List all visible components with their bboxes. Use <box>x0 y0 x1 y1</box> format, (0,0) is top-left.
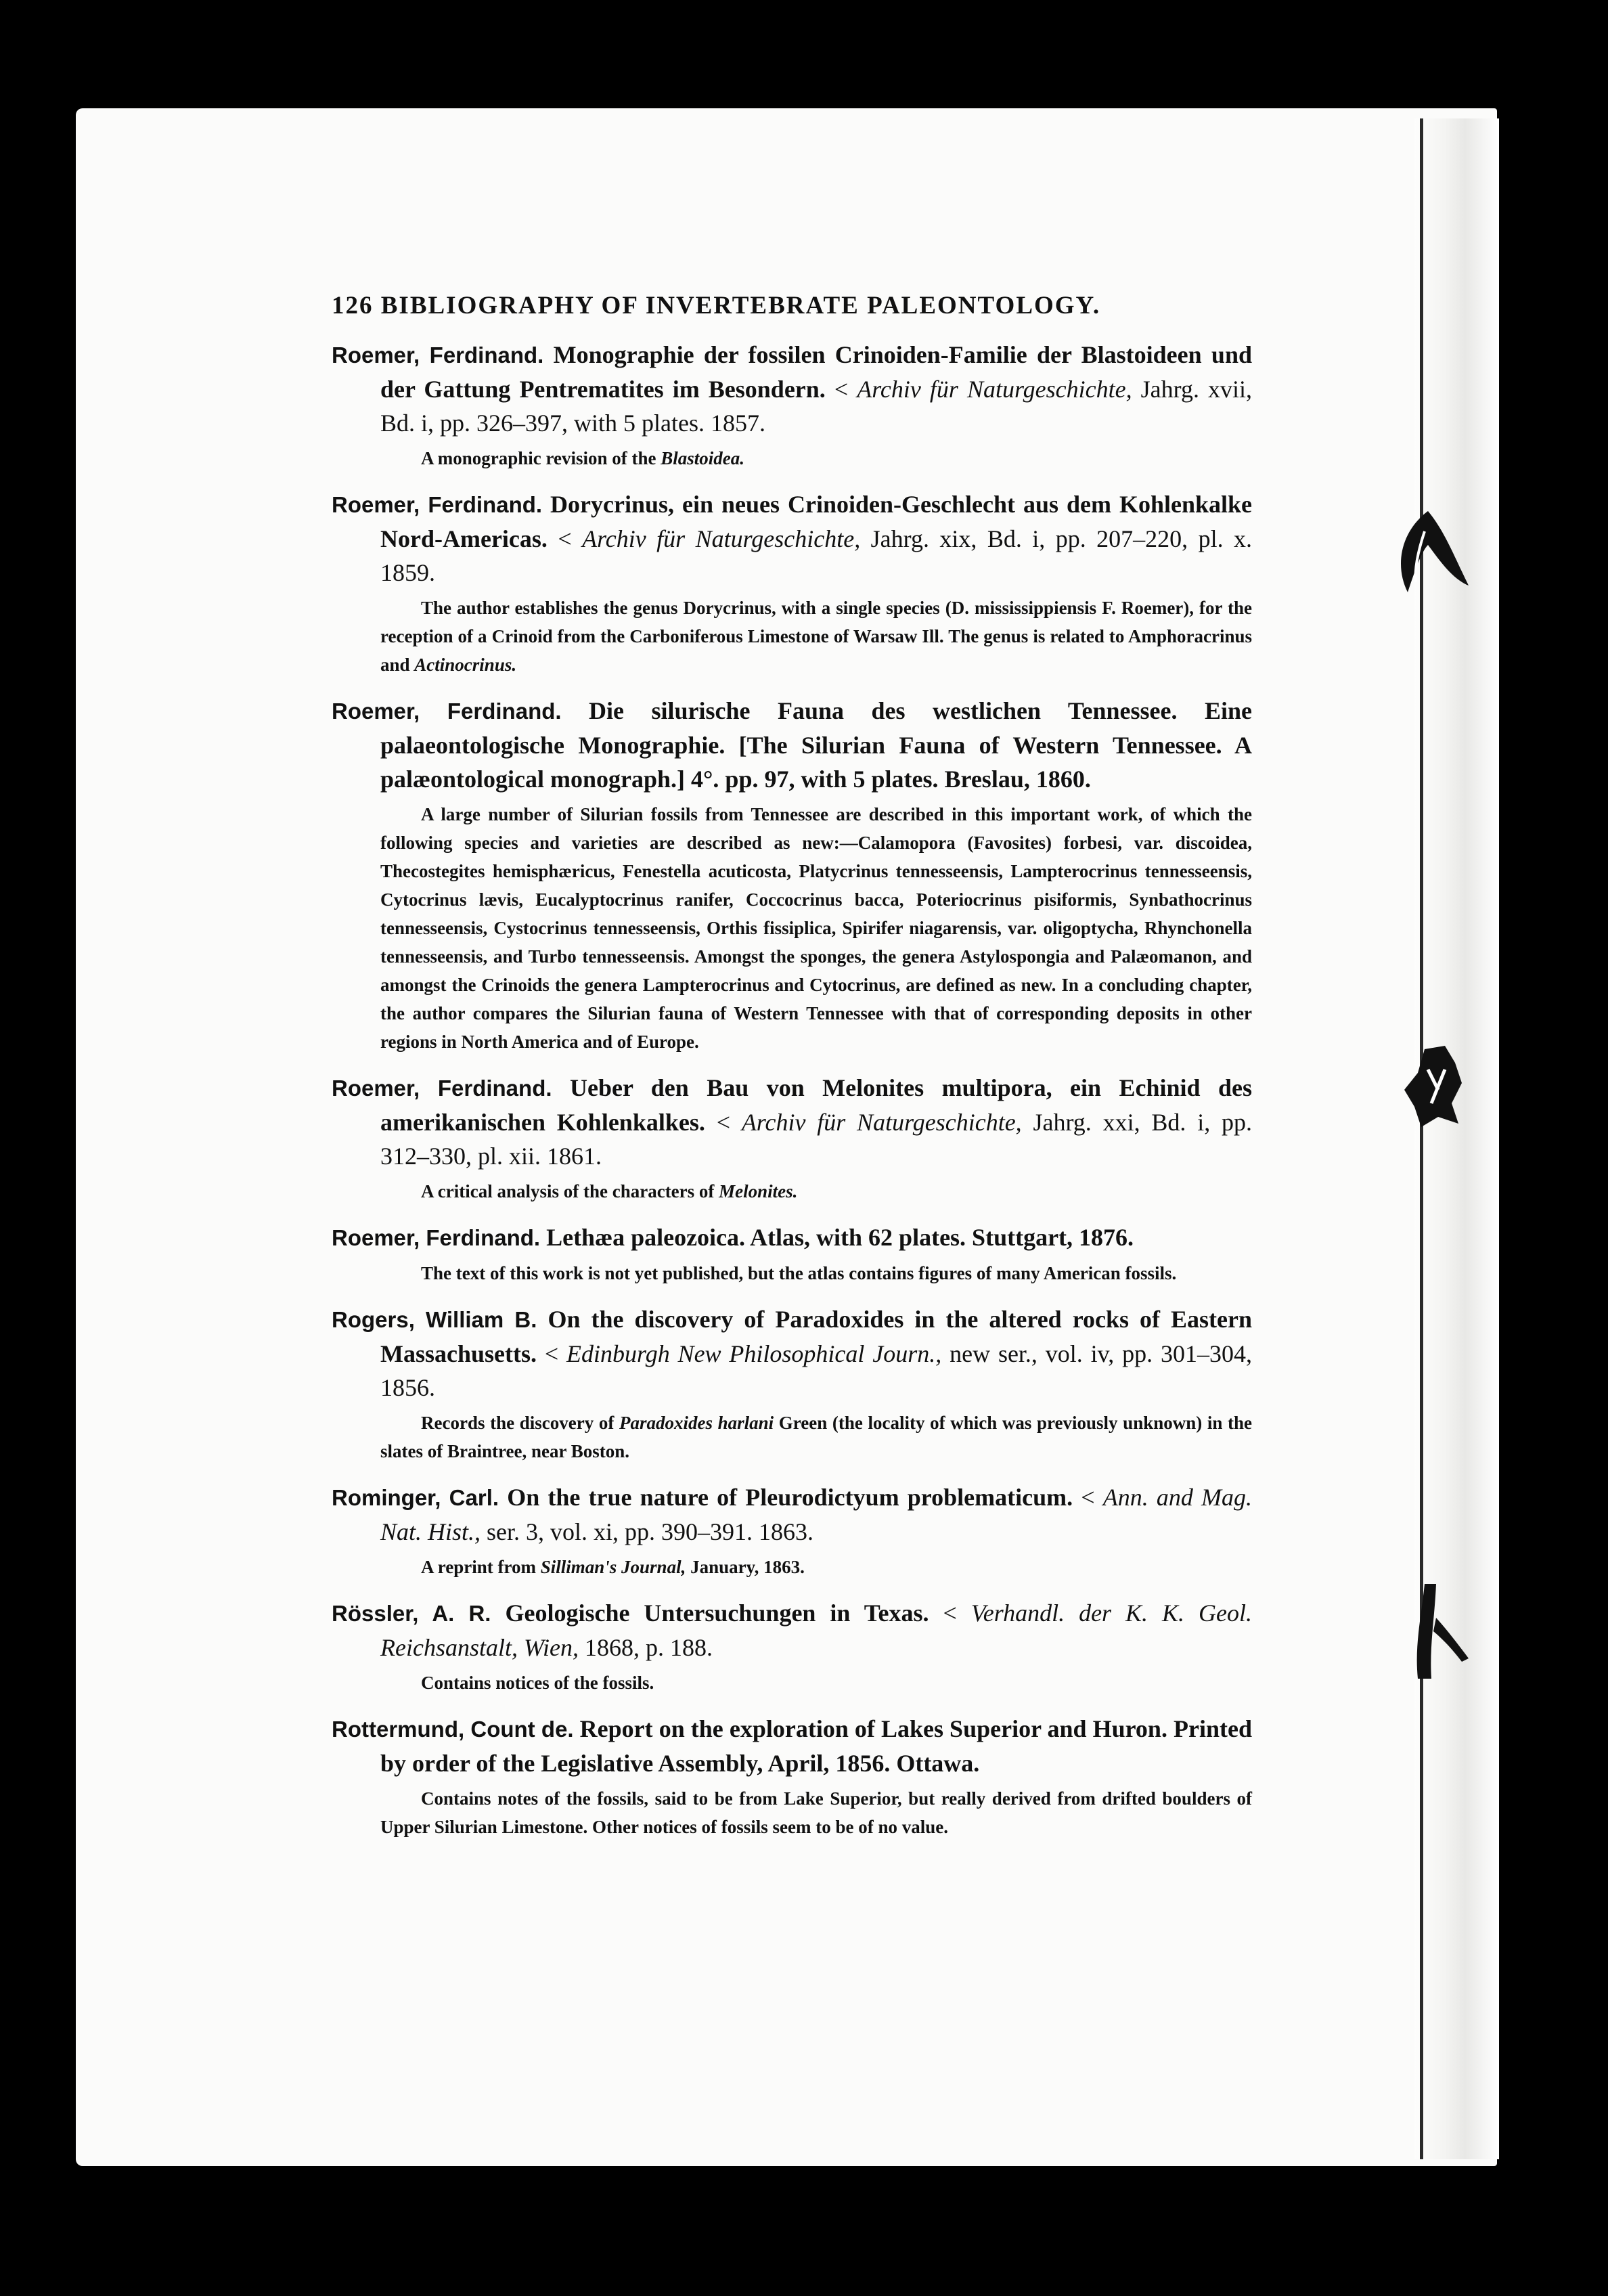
source-details: ser. 3, vol. xi, pp. 390–391. 1863. <box>487 1518 814 1545</box>
note-text: A critical analysis of the characters of <box>421 1181 715 1201</box>
entry-author: Roemer, Ferdinand. <box>332 343 544 368</box>
entry-author: Roemer, Ferdinand. <box>332 1076 552 1101</box>
entry-note <box>332 1409 1252 1465</box>
bib-entry <box>332 487 1252 679</box>
source-journal: Verhandl. der K. K. Geol. Reichsanstalt, Wien, <box>380 1599 1253 1661</box>
citation <box>332 338 1252 440</box>
note-text-end: January, 1863. <box>690 1557 805 1577</box>
note-text: A monographic revision of the <box>421 448 656 468</box>
entry-note <box>332 1259 1252 1287</box>
entry-note <box>332 800 1252 1056</box>
binding-edge <box>1420 118 1423 2159</box>
citation <box>332 1712 1252 1780</box>
entry-title: Dorycrinus, ein neues Crinoiden-Geschlecht aus dem Kohlenkalke Nord-Americas. <box>380 491 1252 552</box>
source-journal: Archiv für Naturgeschichte, <box>582 525 861 552</box>
note-text: The text of this work is not yet published, but the atlas contains figures of many American fossils. <box>421 1263 1177 1283</box>
note-italic: Melonites. <box>719 1181 798 1201</box>
entry-author: Rottermund, Count de. <box>332 1717 574 1742</box>
entry-author: Roemer, Ferdinand. <box>332 1225 541 1250</box>
source-marker: < <box>544 1340 559 1367</box>
bib-entry <box>332 1480 1252 1581</box>
entry-note <box>332 444 1252 472</box>
source-journal: Archiv für Naturgeschichte, <box>857 376 1132 403</box>
citation <box>332 487 1252 590</box>
entry-note <box>332 594 1252 679</box>
binding-thread-1 <box>1387 504 1475 606</box>
entry-title: Monographie der fossilen Crinoiden-Familie der Blastoideen und der Gattung Pentrematites im Besondern. <box>380 341 1252 403</box>
note-text: Contains notices of the fossils. <box>421 1673 654 1693</box>
source-marker: < <box>943 1599 957 1627</box>
entry-title: Lethæa paleozoica. Atlas, with 62 plates. Stuttgart, 1876. <box>546 1224 1134 1251</box>
note-italic: Silliman's Journal, <box>540 1557 686 1577</box>
source-marker: < <box>558 525 572 552</box>
entry-title: Report on the exploration of Lakes Superior and Huron. Printed by order of the Legislative Assembly, April, 1856. Ottawa. <box>380 1715 1252 1777</box>
bib-entry <box>332 1220 1252 1287</box>
citation <box>332 1220 1252 1255</box>
source-marker: < <box>834 376 849 403</box>
entry-note <box>332 1784 1252 1841</box>
source-details: 1868, p. 188. <box>584 1634 713 1661</box>
citation <box>332 1596 1252 1664</box>
entry-note <box>332 1669 1252 1697</box>
citation <box>332 1302 1252 1405</box>
binding-thread-2 <box>1398 1042 1472 1130</box>
citation <box>332 1480 1252 1549</box>
source-details: Jahrg. xix, Bd. i, pp. 207–220, pl. x. 1859. <box>380 525 1253 586</box>
bib-entry <box>332 1712 1252 1841</box>
running-head: 126 BIBLIOGRAPHY OF INVERTEBRATE PALEONTOLOGY. <box>332 292 1101 319</box>
source-details: Jahrg. xvii, Bd. i, pp. 326–397, with 5 plates. 1857. <box>380 376 1253 437</box>
source-journal: Edinburgh New Philosophical Journ., <box>566 1340 942 1367</box>
source-details: Jahrg. xxi, Bd. i, pp. 312–330, pl. xii. 1861. <box>380 1109 1253 1170</box>
bibliography-entries <box>332 338 1252 1841</box>
source-journal: Ann. and Mag. Nat. Hist., <box>380 1484 1252 1545</box>
bib-entry <box>332 1596 1252 1697</box>
note-italic: Blastoidea. <box>661 448 745 468</box>
citation <box>332 1071 1252 1173</box>
note-italic: Actinocrinus. <box>414 655 517 675</box>
entry-title: Die silurische Fauna des westlichen Tennessee. Eine palaeontologische Monographie. [The Silurian Fauna of Western Tennessee. A palæontological monograph.] 4°. pp. 97, with 5 plates. Breslau, 1860. <box>380 697 1252 793</box>
bib-entry <box>332 694 1252 1056</box>
source-marker: < <box>1081 1484 1095 1511</box>
binding-thread-3 <box>1394 1577 1475 1685</box>
source-details: new ser., vol. iv, pp. 301–304, 1856. <box>380 1340 1253 1401</box>
entry-title: On the discovery of Paradoxides in the altered rocks of Eastern Massachusetts. <box>380 1306 1253 1367</box>
bib-entry <box>332 1071 1252 1206</box>
page-content <box>332 291 1252 1856</box>
bib-entry <box>332 1302 1252 1465</box>
entry-note <box>332 1177 1252 1206</box>
citation <box>332 694 1252 796</box>
note-italic: Paradoxides harlani <box>619 1413 774 1433</box>
entry-title: Ueber den Bau von Melonites multipora, ein Echinid des amerikanischen Kohlenkalkes. <box>380 1074 1252 1136</box>
bib-entry <box>332 338 1252 472</box>
note-text-end: Green (the locality of which was previously unknown) in the slates of Braintree, near Boston. <box>380 1413 1253 1461</box>
note-text: Contains notes of the fossils, said to be from Lake Superior, but really derived from drifted boulders of Upper Silurian Limestone. Other notices of fossils seem to be of no value. <box>380 1788 1252 1837</box>
page-gutter <box>1414 118 1499 2159</box>
source-marker: < <box>716 1109 730 1136</box>
entry-author: Rogers, William B. <box>332 1307 537 1332</box>
entry-title: Geologische Untersuchungen in Texas. <box>505 1599 929 1627</box>
note-text: A large number of Silurian fossils from Tennessee are described in this important work, of which the following species and varieties are described as new:—Calamopora (Favosites) forbesi, var. discoidea, Thecostegites hemisphæricus, Fenestella acuticosta, Platycrinus tennesseensis, Lampterocrinus tennesseensis, Cytocrinus lævis, Eucalyptocrinus ranifer, Coccocrinus bacca, Poteriocrinus pisiformis, Synbathocrinus tennesseensis, Cystocrinus tennesseensis, Orthis fissiplica, Spirifer niagarensis, var. oligoptycha, Rhynchonella tennesseensis, and Turbo tennesseensis. Amongst the sponges, the genera Astylospongia and Palæomanon, and amongst the Crinoids the genera Lampterocrinus and Cytocrinus, are defined as new. In a concluding chapter, the author compares the Silurian fauna of Western Tennessee with that of corresponding deposits in other regions in North America and of Europe. <box>380 804 1252 1052</box>
entry-author: Rominger, Carl. <box>332 1485 499 1510</box>
source-journal: Archiv für Naturgeschichte, <box>741 1109 1022 1136</box>
entry-author: Roemer, Ferdinand. <box>332 492 543 517</box>
note-text: Records the discovery of <box>421 1413 615 1433</box>
entry-author: Rössler, A. R. <box>332 1601 491 1626</box>
entry-note <box>332 1553 1252 1581</box>
note-text: The author establishes the genus Dorycrinus, with a single species (D. mississippiensis F. Roemer), for the reception of a Crinoid from the Carboniferous Limestone of Warsaw Ill. The genus is related to Amphoracrinus and <box>380 598 1252 675</box>
note-text: A reprint from <box>421 1557 536 1577</box>
entry-title: On the true nature of Pleurodictyum problematicum. <box>507 1484 1073 1511</box>
entry-author: Roemer, Ferdinand. <box>332 699 562 724</box>
